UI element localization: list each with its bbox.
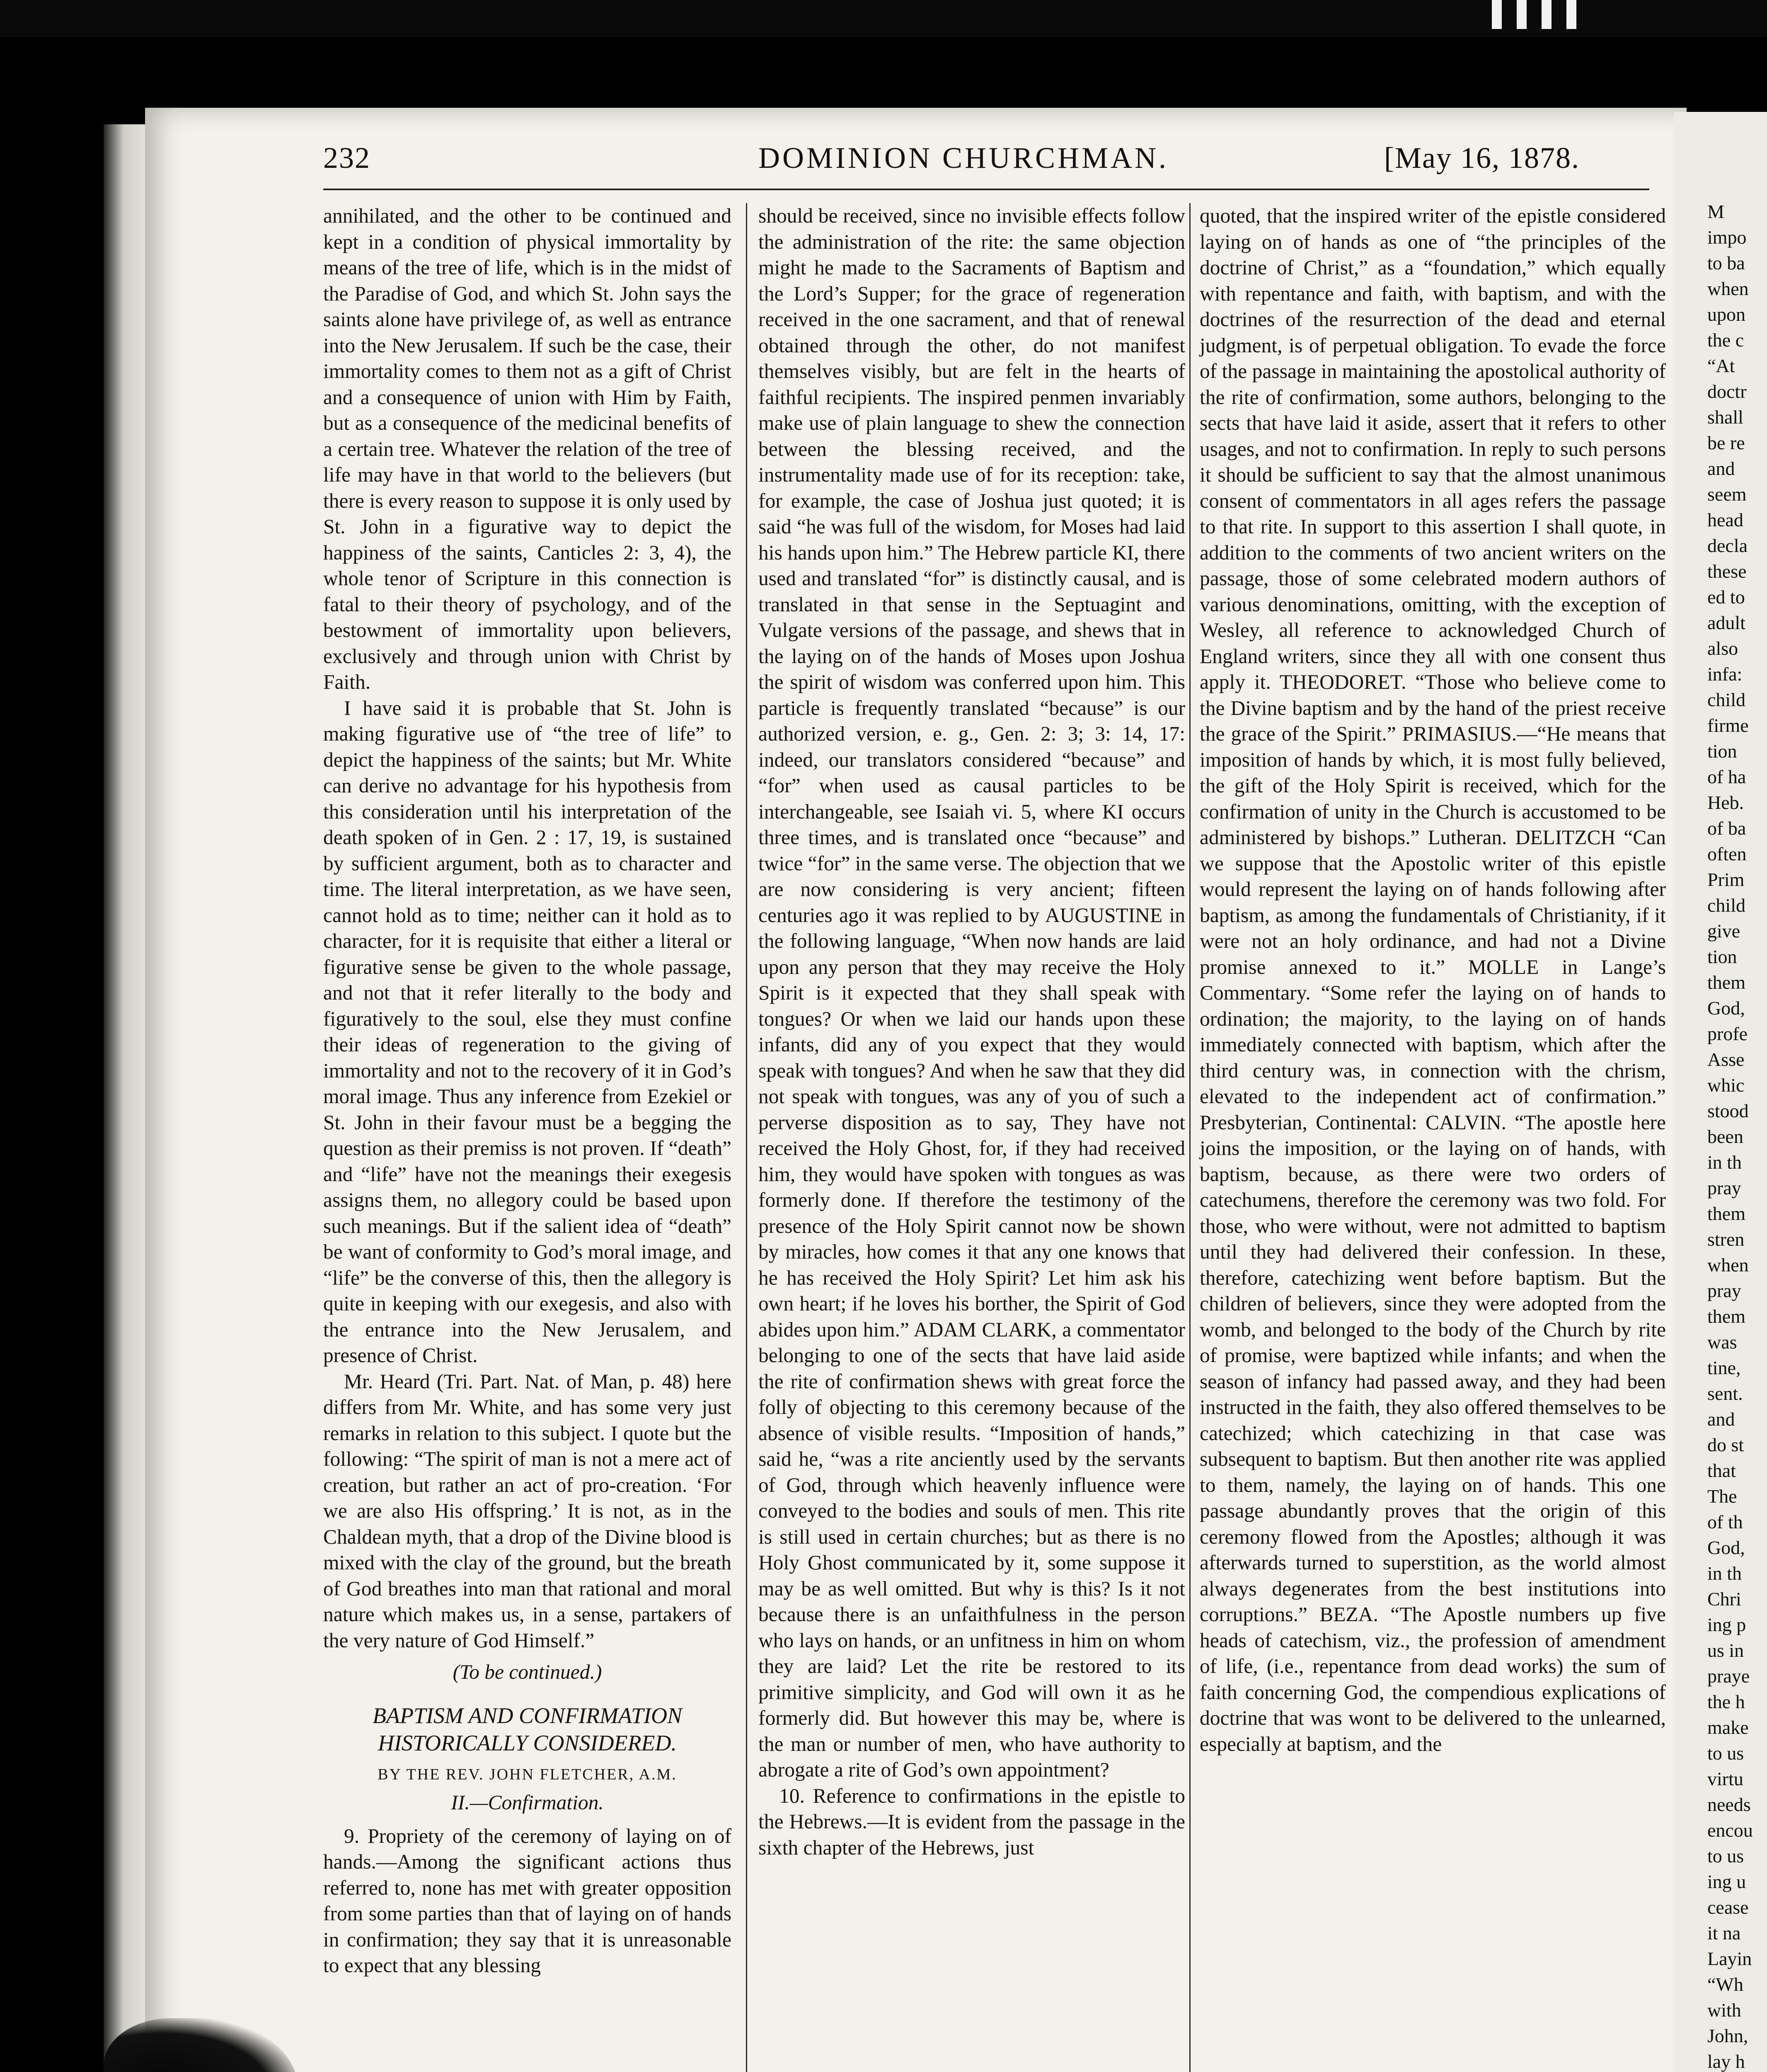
next-page-line: cease	[1707, 1897, 1749, 1918]
paragraph: I have said it is probable that St. John is making figurative use of “the tree of life” to depict the happiness of the saints; but Mr. White can derive no advantage for his hypothesis from this consideration until his interpretation of the death spoken of in Gen. 2 : 17, 19, is sustained by sufficient argument, both as to character and time. The literal interpretation, as we have seen, cannot hold as to time; neither can it hold as to character, for it is requisite that either a literal or figurative sense be given to the whole passage, and not that it refer literally to the body and figuratively to the soul, else they must confine their ideas of regeneration to the giving of immortality and not to the recovery of it in God’s moral image. Thus any inference from Ezekiel or St. John in their favour must be a begging the question as their premiss is not proven. If “death” and “life” have not the meanings their exegesis assigns them, no allegory could be based upon such meanings. But if the salient idea of “death” be want of conformity to God’s moral image, and “life” be the converse of this, then the allegory is quite in keeping with our exegesis, and also with the entrance into the New Jerusalem, and presence of Christ.	[323, 696, 731, 1367]
paragraph: Mr. Heard (Tri. Part. Nat. of Man, p. 48) here differs from Mr. White, and has some very just remarks in relation to this subject. I quote but the following: “The spirit of man is not a mere act of creation, but rather an act of pro-creation. ‘For we are also His offspring.’ It is not, as in the Chaldean myth, that a drop of the Divine blood is mixed with the clay of the ground, but the breath of God breathes into man that rational and moral nature which makes us, in a sense, partakers of the very nature of God Himself.”	[323, 1370, 731, 1652]
next-page-line: God,	[1707, 1537, 1745, 1558]
next-page-line: them	[1707, 972, 1745, 993]
next-page-line: with	[1707, 1999, 1741, 2021]
next-page-line: stood	[1707, 1100, 1749, 1121]
next-page-line: profe	[1707, 1023, 1748, 1044]
next-page-line: infa:	[1707, 663, 1743, 685]
next-page-line: these	[1707, 561, 1747, 582]
film-marker	[1492, 0, 1502, 29]
next-page-line: child	[1707, 689, 1745, 710]
next-page-line: when	[1707, 1254, 1749, 1276]
next-page-line: tine,	[1707, 1357, 1741, 1378]
paragraph: 9. Propriety of the ceremony of laying on of hands.—Among the significant actions thus referred to, none has met with greater opposition from some parties than that of laying on of hands in confirmation; they say that it is unreasonable to expect that any blessing	[323, 1824, 731, 1977]
next-page-line: ing u	[1707, 1871, 1746, 1892]
next-page-line: tion	[1707, 741, 1737, 762]
column-divider	[1189, 203, 1191, 2072]
next-page-line: Chri	[1707, 1588, 1741, 1610]
next-page-line: God,	[1707, 997, 1745, 1019]
next-page-line: pray	[1707, 1280, 1741, 1301]
paragraph: 10. Reference to confirmations in the epistle to the Hebrews.—It is evident from the passage in the sixth chapter of the Hebrews, just	[758, 1784, 1185, 1859]
next-page-line: virtu	[1707, 1768, 1743, 1789]
next-page-line: in th	[1707, 1152, 1742, 1173]
next-page-fragments	[1707, 199, 1767, 2072]
next-page-line: Layin	[1707, 1948, 1752, 1969]
next-page-line: be re	[1707, 432, 1745, 453]
next-page-line: when	[1707, 278, 1749, 299]
next-page-line: tion	[1707, 946, 1737, 967]
next-page-line: of ha	[1707, 766, 1746, 787]
next-page-line: been	[1707, 1126, 1743, 1147]
next-page-line: encou	[1707, 1820, 1753, 1841]
next-page-line: and	[1707, 458, 1735, 479]
next-page-line: the c	[1707, 329, 1744, 351]
next-page-line: us in	[1707, 1640, 1744, 1661]
next-page-line: shall	[1707, 407, 1743, 428]
next-page-line: lay h	[1707, 2051, 1745, 2072]
next-page-line: often	[1707, 843, 1747, 864]
next-page-line: “At	[1707, 355, 1735, 376]
next-page-line: firme	[1707, 715, 1749, 736]
issue-date: [May 16, 1878.	[1384, 141, 1580, 174]
next-page-line: doctr	[1707, 381, 1747, 402]
next-page-line: it na	[1707, 1922, 1741, 1944]
next-page-line: was	[1707, 1331, 1737, 1353]
column-divider	[746, 203, 747, 2072]
article-byline: BY THE REV. JOHN FLETCHER, A.M.	[378, 1765, 677, 1783]
next-page-line: them	[1707, 1306, 1745, 1327]
next-page-line: upon	[1707, 304, 1745, 325]
next-page-line: M	[1707, 201, 1724, 222]
next-page-line: adult	[1707, 612, 1745, 633]
next-page-line: needs	[1707, 1794, 1751, 1815]
next-page-line: give	[1707, 920, 1740, 942]
next-page-line: decla	[1707, 535, 1748, 556]
next-page-line: of ba	[1707, 818, 1746, 839]
to-be-continued-note: (To be continued.)	[453, 1661, 602, 1683]
next-page-line: child	[1707, 895, 1745, 916]
next-page-line: Asse	[1707, 1049, 1745, 1070]
next-page-line: Heb.	[1707, 792, 1744, 813]
next-page-line: John,	[1707, 2025, 1748, 2046]
column-1	[323, 203, 731, 1979]
article-title: BAPTISM AND CONFIRMATION HISTORICALLY CONSIDERED.	[373, 1703, 682, 1755]
next-page-line: The	[1707, 1486, 1737, 1507]
next-page-line: ed to	[1707, 586, 1745, 608]
next-page-line: also	[1707, 638, 1738, 659]
article-subheading: II.—Confirmation.	[451, 1791, 604, 1814]
next-page-line: of th	[1707, 1511, 1743, 1532]
next-page-line: in th	[1707, 1563, 1742, 1584]
film-marker	[1566, 0, 1576, 29]
next-page-line: and	[1707, 1409, 1735, 1430]
next-page-line: to ba	[1707, 252, 1745, 274]
next-page-line: sent.	[1707, 1383, 1743, 1404]
header-rule	[323, 189, 1649, 190]
journal-title: DOMINION CHURCHMAN.	[758, 141, 1169, 174]
next-page-line: that	[1707, 1460, 1736, 1481]
column-3	[1200, 203, 1666, 1757]
next-page-line: “Wh	[1707, 1974, 1743, 1995]
next-page-line: to us	[1707, 1845, 1744, 1866]
film-marker	[1517, 0, 1527, 29]
page-number: 232	[323, 141, 370, 174]
column-2	[758, 203, 1185, 1861]
next-page-line: whic	[1707, 1075, 1745, 1096]
paragraph: quoted, that the inspired writer of the epistle considered laying on of hands as one of “the principles of the doctrine of Christ,” as a “foundation,” which equally with repentance and faith, with baptism, and with the doctrines of the resurrection of the dead and eternal judgment, is of perpetual obligation. To evade the force of the passage in maintaining the apostolical authority of the rite of confirmation, some authors, belonging to the sects that have laid it aside, assert that it refers to other usages, and not to confirmation. In reply to such persons it should be sufficient to say that the almost unanimous consent of commentators in all ages refers the passage to that rite. In support to this assertion I shall quote, in addition to the comments of two ancient writers on the passage, those of some celebrated modern authors of various denominations, omitting, with the exception of Wesley, all reference to acknowledged Church of England writers, since they all with one consent thus apply it. THEODORET. “Those who believe come to the Divine baptism and by the hand of the priest receive the grace of the Spirit.” PRIMASIUS.—“He means that imposition of hands by which, it is most fully believed, the gift of the Holy Spirit is received, which for the confirmation of unity in the Church is accustomed to be administered by bishops.” Lutheran. DELITZCH “Can we suppose that the Apostolic writer of this epistle would represent the laying on of hands following after baptism, as among the fundamentals of Christianity, if it were not an holy ordinance, and had not a Divine promise annexed to it.” MOLLE in Lange’s Commentary. “Some refer the laying on of hands to ordination; the majority, to the laying on of hands immediately connected with baptism, which after the third century was, in connection with the chrism, elevated to the independent act of confirmation.” Presbyterian, Continental: CALVIN. “The apostle here joins the imposition, or the laying on of hands, with baptism, because, as there were two orders of catechumens, therefore the ceremony was two fold. For those, who were without, were not admitted to baptism until they had delivered their confession. In these, therefore, catechizing went before baptism. But the children of believers, since they were adopted from the womb, and belonged to the body of the Church by rite of promise, were baptized while infants; and when the season of infancy had passed away, and they had been instructed in the faith, they also offered themselves to be catechized; which catechizing in that case was subsequent to baptism. But then another rite was applied to them, namely, the laying on of hands. This one passage abundantly proves that the origin of this ceremony flowed from the Apostles; although it was afterwards turned to superstition, as the world almost always degenerates from the best institutions into corruptions.” BEZA. “The Apostle numbers up five heads of catechism, viz., the profession of amendment of life, (i.e., repentance from dead works) the sum of faith concerning God, the compendious explications of doctrine that was wont to be delivered to the unlearned, especially at baptism, and the	[1200, 204, 1666, 1755]
next-page-line: make	[1707, 1717, 1749, 1738]
page-header	[323, 137, 1682, 182]
film-marker	[1542, 0, 1552, 29]
next-page-line: head	[1707, 509, 1743, 530]
next-page-line: to us	[1707, 1743, 1744, 1764]
paragraph: annihilated, and the other to be continued and kept in a condition of physical immortality by means of the tree of life, which is in the midst of the Paradise of God, and which St. John says the saints alone have privilege of, as well as entrance into the New Jerusalem. If such be the case, their immortality comes to them not as a gift of Christ and a consequence of union with Him by Faith, but as a consequence of the medicinal benefits of a certain tree. Whatever the relation of the tree of life may have in that world to the believers (but there is every reason to suppose it is only used by St. John in a figurative way to depict the happiness of the saints, Canticles 2: 3, 4), the whole tenor of Scripture in this connection is fatal to their theory of psychology, and of the bestowment of immortality upon believers, exclusively and through union with Christ by Faith.	[323, 204, 731, 693]
next-page-line: praye	[1707, 1665, 1750, 1687]
paragraph: should be received, since no invisible effects follow the administration of the rite: the same objection might he made to the Sacraments of Baptism and the Lord’s Supper; for the grace of regeneration received in the one sacrament, and that of renewal obtained through the other, do not manifest themselves visibly, but are felt in the hearts of faithful recipients. The inspired penmen invariably make use of plain language to shew the connection between the blessing received, and the instrumentality made use of for its reception: take, for example, the case of Joshua just quoted; it is said “he was full of the wisdom, for Moses had laid his hands upon him.” The Hebrew particle KI, there used and translated “for” is distinctly causal, and is translated in that sense in the Septuagint and Vulgate versions of the passage, and shews that in the laying on of the hands of Moses upon Joshua the spirit of wisdom was conferred upon him. This particle is frequently translated “because” is our authorized version, e. g., Gen. 2: 3; 3: 14, 17: indeed, our translators considered “because” and “for” when used as causal particles to be interchangeable, see Isaiah vi. 5, where KI occurs three times, and is translated once “because” and twice “for” in the same verse. The objection that we are now considering is very ancient; fifteen centuries ago it was replied to by AUGUSTINE in the following language, “When now hands are laid upon any person that they may receive the Holy Spirit is it expected that they shall speak with tongues? Or when we laid our hands upon these infants, did any of you expect that they would speak with tongues? And when he saw that they did not speak with tongues, was any of you of such a perverse disposition as to say, They have not received the Holy Ghost, for, if they had received him, they would have spoken with tongues as was formerly done. If therefore the testimony of the presence of the Holy Spirit cannot now be shown by miracles, how comes it that any one knows that he has received the Holy Spirit? Let him ask his own heart; if he loves his borther, the Spirit of God abides upon him.” ADAM CLARK, a commentator belonging to one of the sects that have laid aside the rite of confirmation shews with great force the folly of objecting to this ceremony because of the absence of visible results. “Imposition of hands,” said he, “was a rite anciently used by the servants of God, through which heavenly influence were conveyed to the bodies and souls of men. This rite is still used in certain churches; but as there is no Holy Ghost communicated by it, some suppose it may be as well omitted. But why is this? Is it not because there is an unfaithfulness in the person who lays on hands, or an unfitness in him on whom they are laid? Let the rite be restored to its primitive simplicity, and God will own it as he formerly did. But however this may be, where is the man or number of men, who have authority to abrogate a rite of God’s own appointment?	[758, 204, 1185, 1781]
next-page-line: do st	[1707, 1434, 1744, 1455]
next-page-line: stren	[1707, 1229, 1745, 1250]
next-page-line: pray	[1707, 1177, 1741, 1198]
next-page-line: Prim	[1707, 869, 1745, 890]
next-page-line: them	[1707, 1203, 1745, 1224]
next-page-line: ing p	[1707, 1614, 1746, 1635]
next-page-line: seem	[1707, 484, 1747, 505]
film-top-band	[0, 0, 1767, 37]
next-page-line: the h	[1707, 1691, 1745, 1712]
next-page-line: impo	[1707, 227, 1747, 248]
